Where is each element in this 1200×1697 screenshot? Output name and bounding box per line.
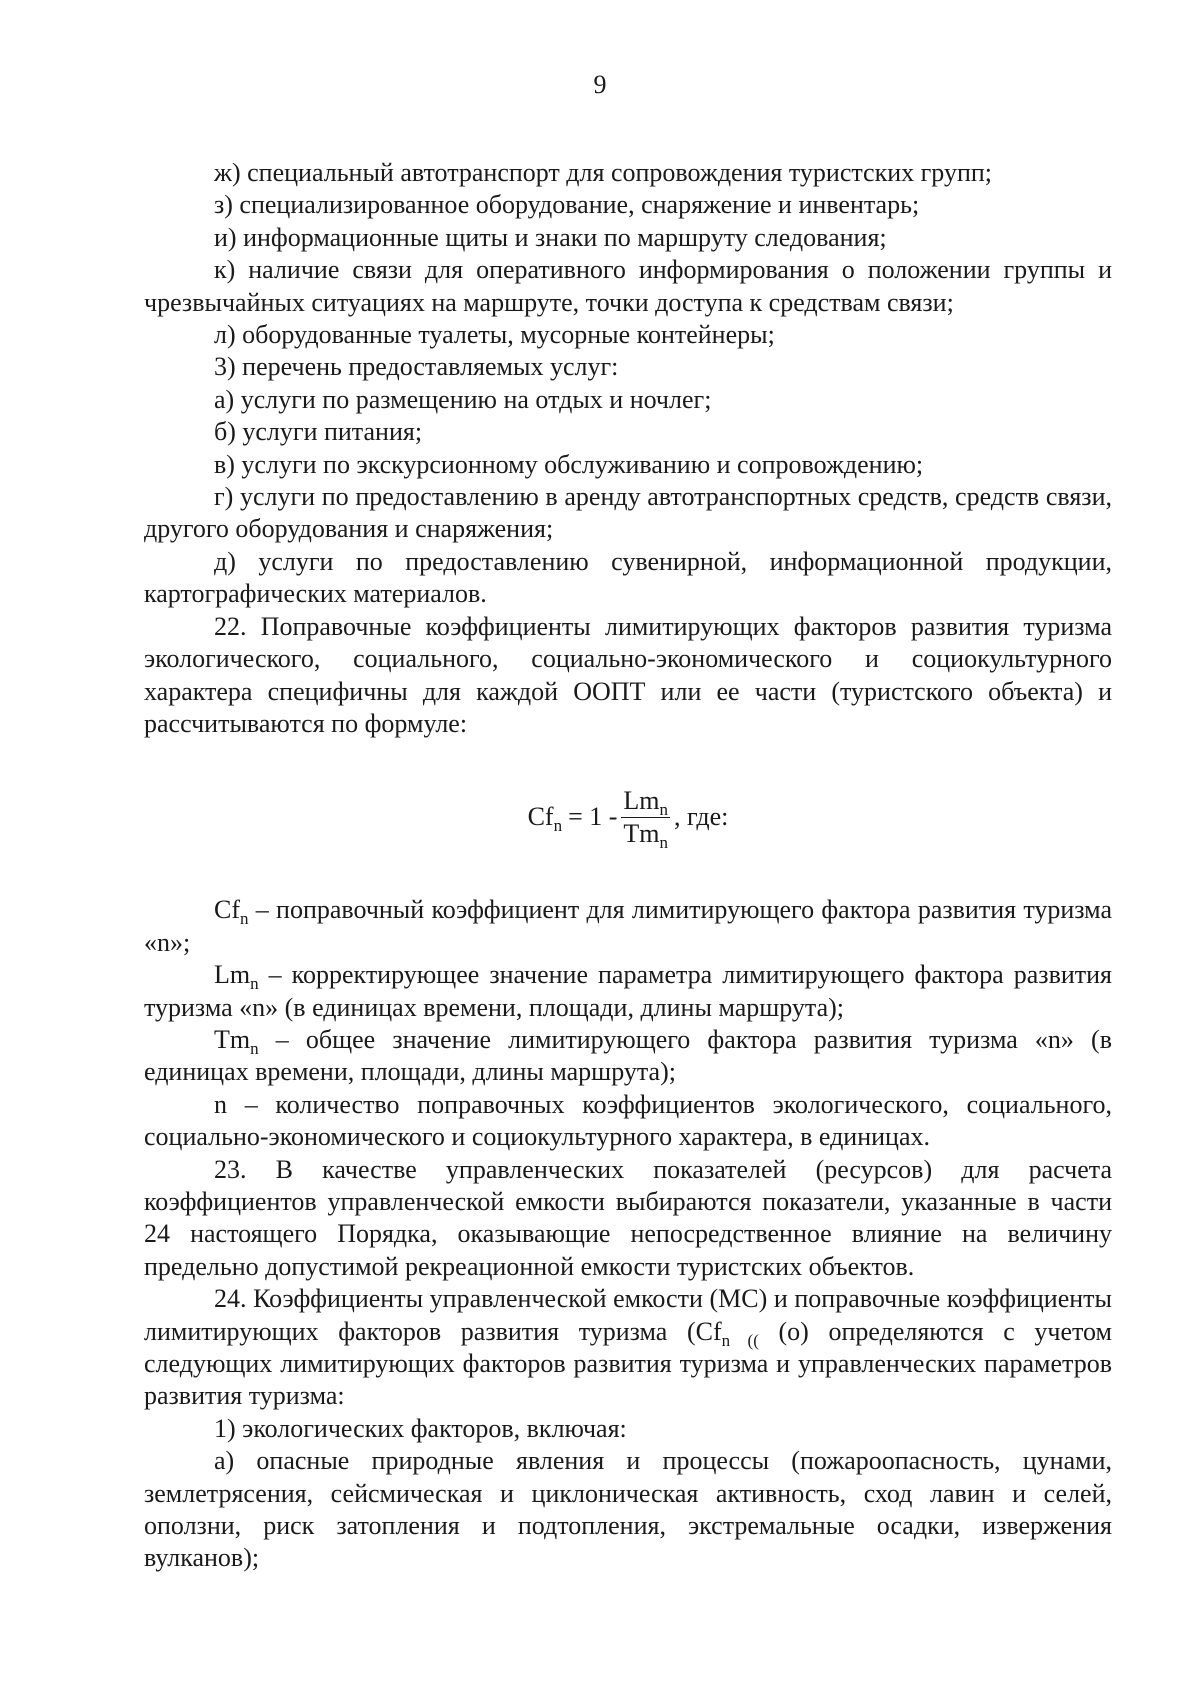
formula-lhs: $Cf_n$ [527,802,563,836]
list-item: д) услуги по предоставлению сувенирной, информационной продукции, картографических материалов. [144,546,1112,609]
list-item: л) оборудованные туалеты, мусорные контейнеры; [214,320,775,350]
paragraph-24: 24. Коэффициенты управленческой емкости (MC) и поправочные коэффициенты лимитирующих факторов развития туризма ($Cf_{n ((}$ (o) определяются с учетом следующих лимитирующих факторов развития туризма и управленческих параметров развития туризма: [144,1284,1112,1411]
page-number: 9 [593,70,607,99]
formula-denominator: $Tm_n$ [623,818,669,852]
list-item: и) информационные щиты и знаки по маршруту следования; [214,222,887,252]
paragraph-23: 23. В качестве управленческих показателей (ресурсов) для расчета коэффициентов управленческой емкости выбираются показатели, указанные в части 24 настоящего Порядка, оказывающие непосредственное влияние на величину предельно допустимой рекреационной емкости туристских объектов. [144,1154,1112,1281]
formula-equals: = 1 - [568,802,618,832]
list-item: а) услуги по размещению на отдых и ночлег; [214,384,712,414]
list-item: г) услуги по предоставлению в аренду автотранспортных средств, средств связи, другого оборудования и снаряжения; [144,482,1112,544]
document-body [144,157,1112,1575]
list-item: а) опасные природные явления и процессы (пожароопасность, цунами, землетрясения, сейсмическая и циклоническая активность, сход лавин и селей, оползни, риск затопления и подтопления, экстремальные осадки, извержения вулканов); [144,1446,1112,1573]
list-item: к) наличие связи для оперативного информирования о положении группы и чрезвычайных ситуациях на маршруте, точки доступа к средствам связи; [144,255,1112,317]
list-item: в) услуги по экскурсионному обслуживанию и сопровождению; [214,449,924,479]
formula-numerator: $Lm_n$ [623,785,669,819]
definition-lm: $Lm_n$ – корректирующее значение параметра лимитирующего фактора развития туризма «n» (в единицах времени, площади, длины маршрута); [144,960,1112,1022]
list-heading: 3) перечень предоставляемых услуг: [214,352,619,382]
definition-cf: $Cf_n$ – поправочный коэффициент для лимитирующего фактора развития туризма «n»; [144,895,1112,957]
formula-fraction [621,785,670,852]
list-item: б) услуги питания; [214,417,423,447]
list-heading: 1) экологических факторов, включая: [214,1413,627,1443]
definition-n: n – количество поправочных коэффициентов экологического, социального, социально-экономического и социокультурного характера, в единицах. [144,1089,1112,1152]
definition-tm: $Tm_n$ – общее значение лимитирующего фактора развития туризма «n» (в единицах времени, площади, длины маршрута); [144,1024,1112,1087]
list-item: ж) специальный автотранспорт для сопровождения туристских групп; [214,158,992,187]
formula-suffix: , где: [674,802,729,832]
list-item: з) специализированное оборудование, снаряжение и инвентарь; [214,190,920,220]
formula [144,778,1112,856]
paragraph-22: 22. Поправочные коэффициенты лимитирующих факторов развития туризма экологического, социального, социально-экономического и социокультурного характера специфичны для каждой ООПТ или ее части (туристского объекта) и рассчитываются по формуле: [144,611,1112,738]
